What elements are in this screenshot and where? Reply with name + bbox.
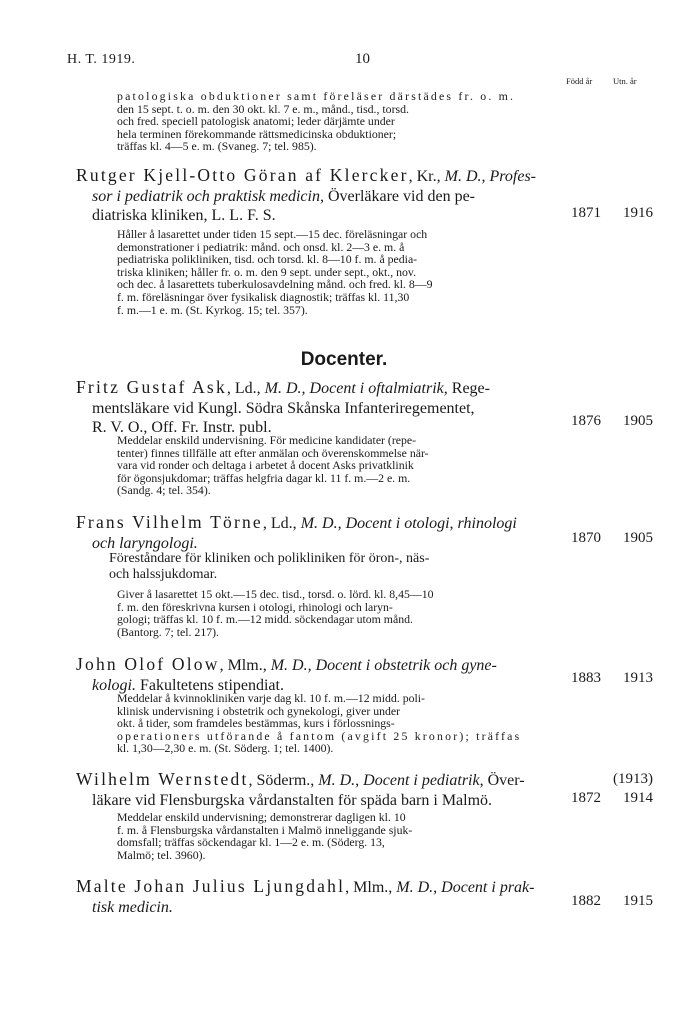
entry-klercker-body	[117, 228, 557, 316]
body-line: och dec. å lasarettets tuberkulosavdelning månd. och fred. kl. 8—9	[117, 277, 433, 292]
intro-line: träffas kl. 4—5 e. m. (Svaneg. 7; tel. 985).	[117, 139, 317, 154]
appointed-year: 1905	[623, 413, 653, 429]
entry-klercker-heading	[76, 166, 556, 226]
heading-text: , Mlm.,	[219, 657, 271, 674]
appointed-year: 1913	[623, 670, 653, 686]
section-title: Docenter.	[300, 349, 388, 370]
title-text: M. D., Docent i pediatrik,	[318, 772, 484, 789]
body-line: (Sandg. 4; tel. 354).	[117, 483, 211, 498]
heading-text: diatriska kliniken, L. L. F. S.	[92, 207, 276, 224]
born-year: 1883	[571, 670, 601, 686]
born-year: 1870	[571, 530, 601, 546]
entry-wernstedt-body	[117, 811, 557, 861]
body-line: f. m.—1 e. m. (St. Kyrkog. 15; tel. 357).	[117, 302, 308, 317]
heading-text: , Mlm.,	[345, 879, 397, 896]
person-name: Frans Vilhelm Törne	[76, 512, 263, 532]
entry-ljungdahl-heading	[76, 877, 556, 917]
heading-text: , Kr.,	[408, 168, 445, 185]
title-text: M. D., Docent i prak-	[396, 879, 535, 896]
title-text: sor i pediatrik och praktisk medicin,	[92, 187, 324, 205]
body-line: f. m. å Flensburgska vårdanstalten i Malmö inneliggande sjuk-	[117, 822, 413, 837]
heading-text: Rege-	[447, 380, 490, 397]
appointed-year-previous: (1913)	[613, 771, 653, 787]
body-line: gologi; träffas kl. 10 f. m.—12 midd. söckendagar utom månd.	[117, 612, 413, 627]
body-line: klinisk undervisning i obstetrik och gynekologi, giver under	[117, 703, 401, 718]
title-text: M. D., Profes-	[444, 168, 536, 185]
appointed-year: 1905	[623, 530, 653, 546]
body-line: Giver å lasarettet 15 okt.—15 dec. tisd., torsd. o. lörd. kl. 8,45—10	[117, 587, 434, 601]
body-line: kl. 1,30—2,30 e. m. (St. Söderg. 1; tel. 1400).	[117, 741, 334, 756]
heading-text: Överläkare vid den pe-	[323, 187, 476, 205]
title-text: M. D., Docent i oftalmiatrik,	[264, 380, 448, 397]
title-text: och laryngologi.	[92, 534, 198, 552]
born-year: 1876	[571, 413, 601, 429]
intro-line: hela terminen förekommande rättsmedicinska obduktioner;	[117, 126, 397, 141]
entry-torne-role	[109, 551, 557, 583]
body-line: okt. å tider, som framdeles bestämmas, kurs i förlossnings-	[117, 716, 395, 731]
born-year: 1882	[571, 893, 601, 909]
body-line: pediatriska polikliniken, tisd. och torsd. kl. 8—10 f. m. å pedia-	[117, 252, 418, 267]
body-line: vara vid ronder och deltaga i arbetet å docent Asks privatklinik	[117, 458, 414, 473]
entry-ask-body	[117, 434, 557, 497]
title-text: kologi.	[92, 676, 136, 694]
person-name: John Olof Olow	[76, 654, 220, 674]
heading-text: , Söderm.,	[248, 772, 319, 789]
intro-paragraph	[117, 90, 567, 153]
body-line: operationers utförande å fantom (avgift 25 kronor); träffas	[117, 728, 522, 743]
body-line: Malmö; tel. 3960).	[117, 847, 206, 862]
heading-text: Över-	[483, 772, 525, 789]
body-line: Meddelar å kvinnokliniken varje dag kl. 10 f. m.—12 midd. poli-	[117, 691, 425, 705]
entry-ask-heading	[76, 378, 556, 438]
column-header-born: Född år	[566, 76, 593, 86]
entry-olow-heading	[76, 655, 556, 695]
page-number: 10	[355, 51, 370, 67]
born-year: 1871	[571, 205, 601, 221]
intro-line: den 15 sept. t. o. m. den 30 okt. kl. 7 e. m., månd., tisd., torsd.	[117, 101, 409, 116]
heading-text: R. V. O., Off. Fr. Instr. publ.	[92, 419, 272, 436]
role-line: och halssjukdomar.	[109, 567, 218, 582]
body-line: domsfall; träffas söckendagar kl. 1—2 e. m. (Söderg. 13,	[117, 835, 385, 850]
person-name: Fritz Gustaf Ask	[76, 377, 227, 397]
intro-line: och fred. speciell patologisk anatomi; leder därjämte under	[117, 114, 395, 129]
running-header: H. T. 1919.	[67, 52, 136, 67]
title-text: M. D., Docent i otologi, rhinologi	[300, 515, 517, 532]
title-text: M. D., Docent i obstetrik och gyne-	[270, 657, 497, 674]
heading-text: läkare vid Flensburgska vårdanstalten för späda barn i Malmö.	[92, 791, 493, 809]
entry-olow-body	[117, 692, 557, 755]
heading-text: , Ld.,	[226, 380, 265, 397]
person-name: Rutger Kjell-Otto Göran af Klercker	[76, 165, 409, 185]
appointed-year: 1914	[623, 790, 653, 806]
heading-text: mentsläkare vid Kungl. Södra Skånska Infanteriregementet,	[92, 399, 475, 417]
heading-text: Fakultetens stipendiat.	[136, 676, 284, 694]
entry-torne-body	[117, 588, 557, 638]
intro-line: patologiska obduktioner samt föreläser därstädes fr. o. m.	[117, 89, 516, 103]
appointed-year: 1915	[623, 893, 653, 909]
body-line: (Bantorg. 7; tel. 217).	[117, 624, 220, 639]
role-line: Föreståndare för kliniken och polikliniken för öron-, näs-	[109, 551, 430, 566]
person-name: Wilhelm Wernstedt	[76, 769, 249, 789]
column-header-appointed: Utn. år	[613, 76, 637, 86]
body-line: demonstrationer i pediatrik: månd. och onsd. kl. 2—3 e. m. å	[117, 239, 405, 254]
body-line: tenter) finnes tillfälle att efter anmälan och överenskommelse när-	[117, 445, 429, 460]
body-line: för ögonsjukdomar; träffas helgfria dagar kl. 11 f. m.—2 e. m.	[117, 470, 411, 485]
body-line: triska kliniken; håller fr. o. m. den 9 sept. under sept., okt., nov.	[117, 264, 417, 279]
title-text: tisk medicin.	[92, 898, 173, 916]
entry-torne-heading	[76, 513, 556, 553]
appointed-year: 1916	[623, 205, 653, 221]
body-line: f. m. föreläsningar över fysikalisk diagnostik; träffas kl. 11,30	[117, 289, 410, 304]
body-line: Meddelar enskild undervisning. För medicine kandidater (repe-	[117, 433, 417, 447]
heading-text: , Ld.,	[262, 515, 301, 532]
born-year: 1872	[571, 790, 601, 806]
body-line: Meddelar enskild undervisning; demonstrerar dagligen kl. 10	[117, 810, 406, 824]
body-line: f. m. den föreskrivna kursen i otologi, rhinologi och laryn-	[117, 599, 393, 614]
body-line: Håller å lasarettet under tiden 15 sept.—15 dec. föreläsningar och	[117, 227, 428, 241]
entry-wernstedt-heading	[76, 770, 556, 810]
person-name: Malte Johan Julius Ljungdahl	[76, 876, 346, 896]
